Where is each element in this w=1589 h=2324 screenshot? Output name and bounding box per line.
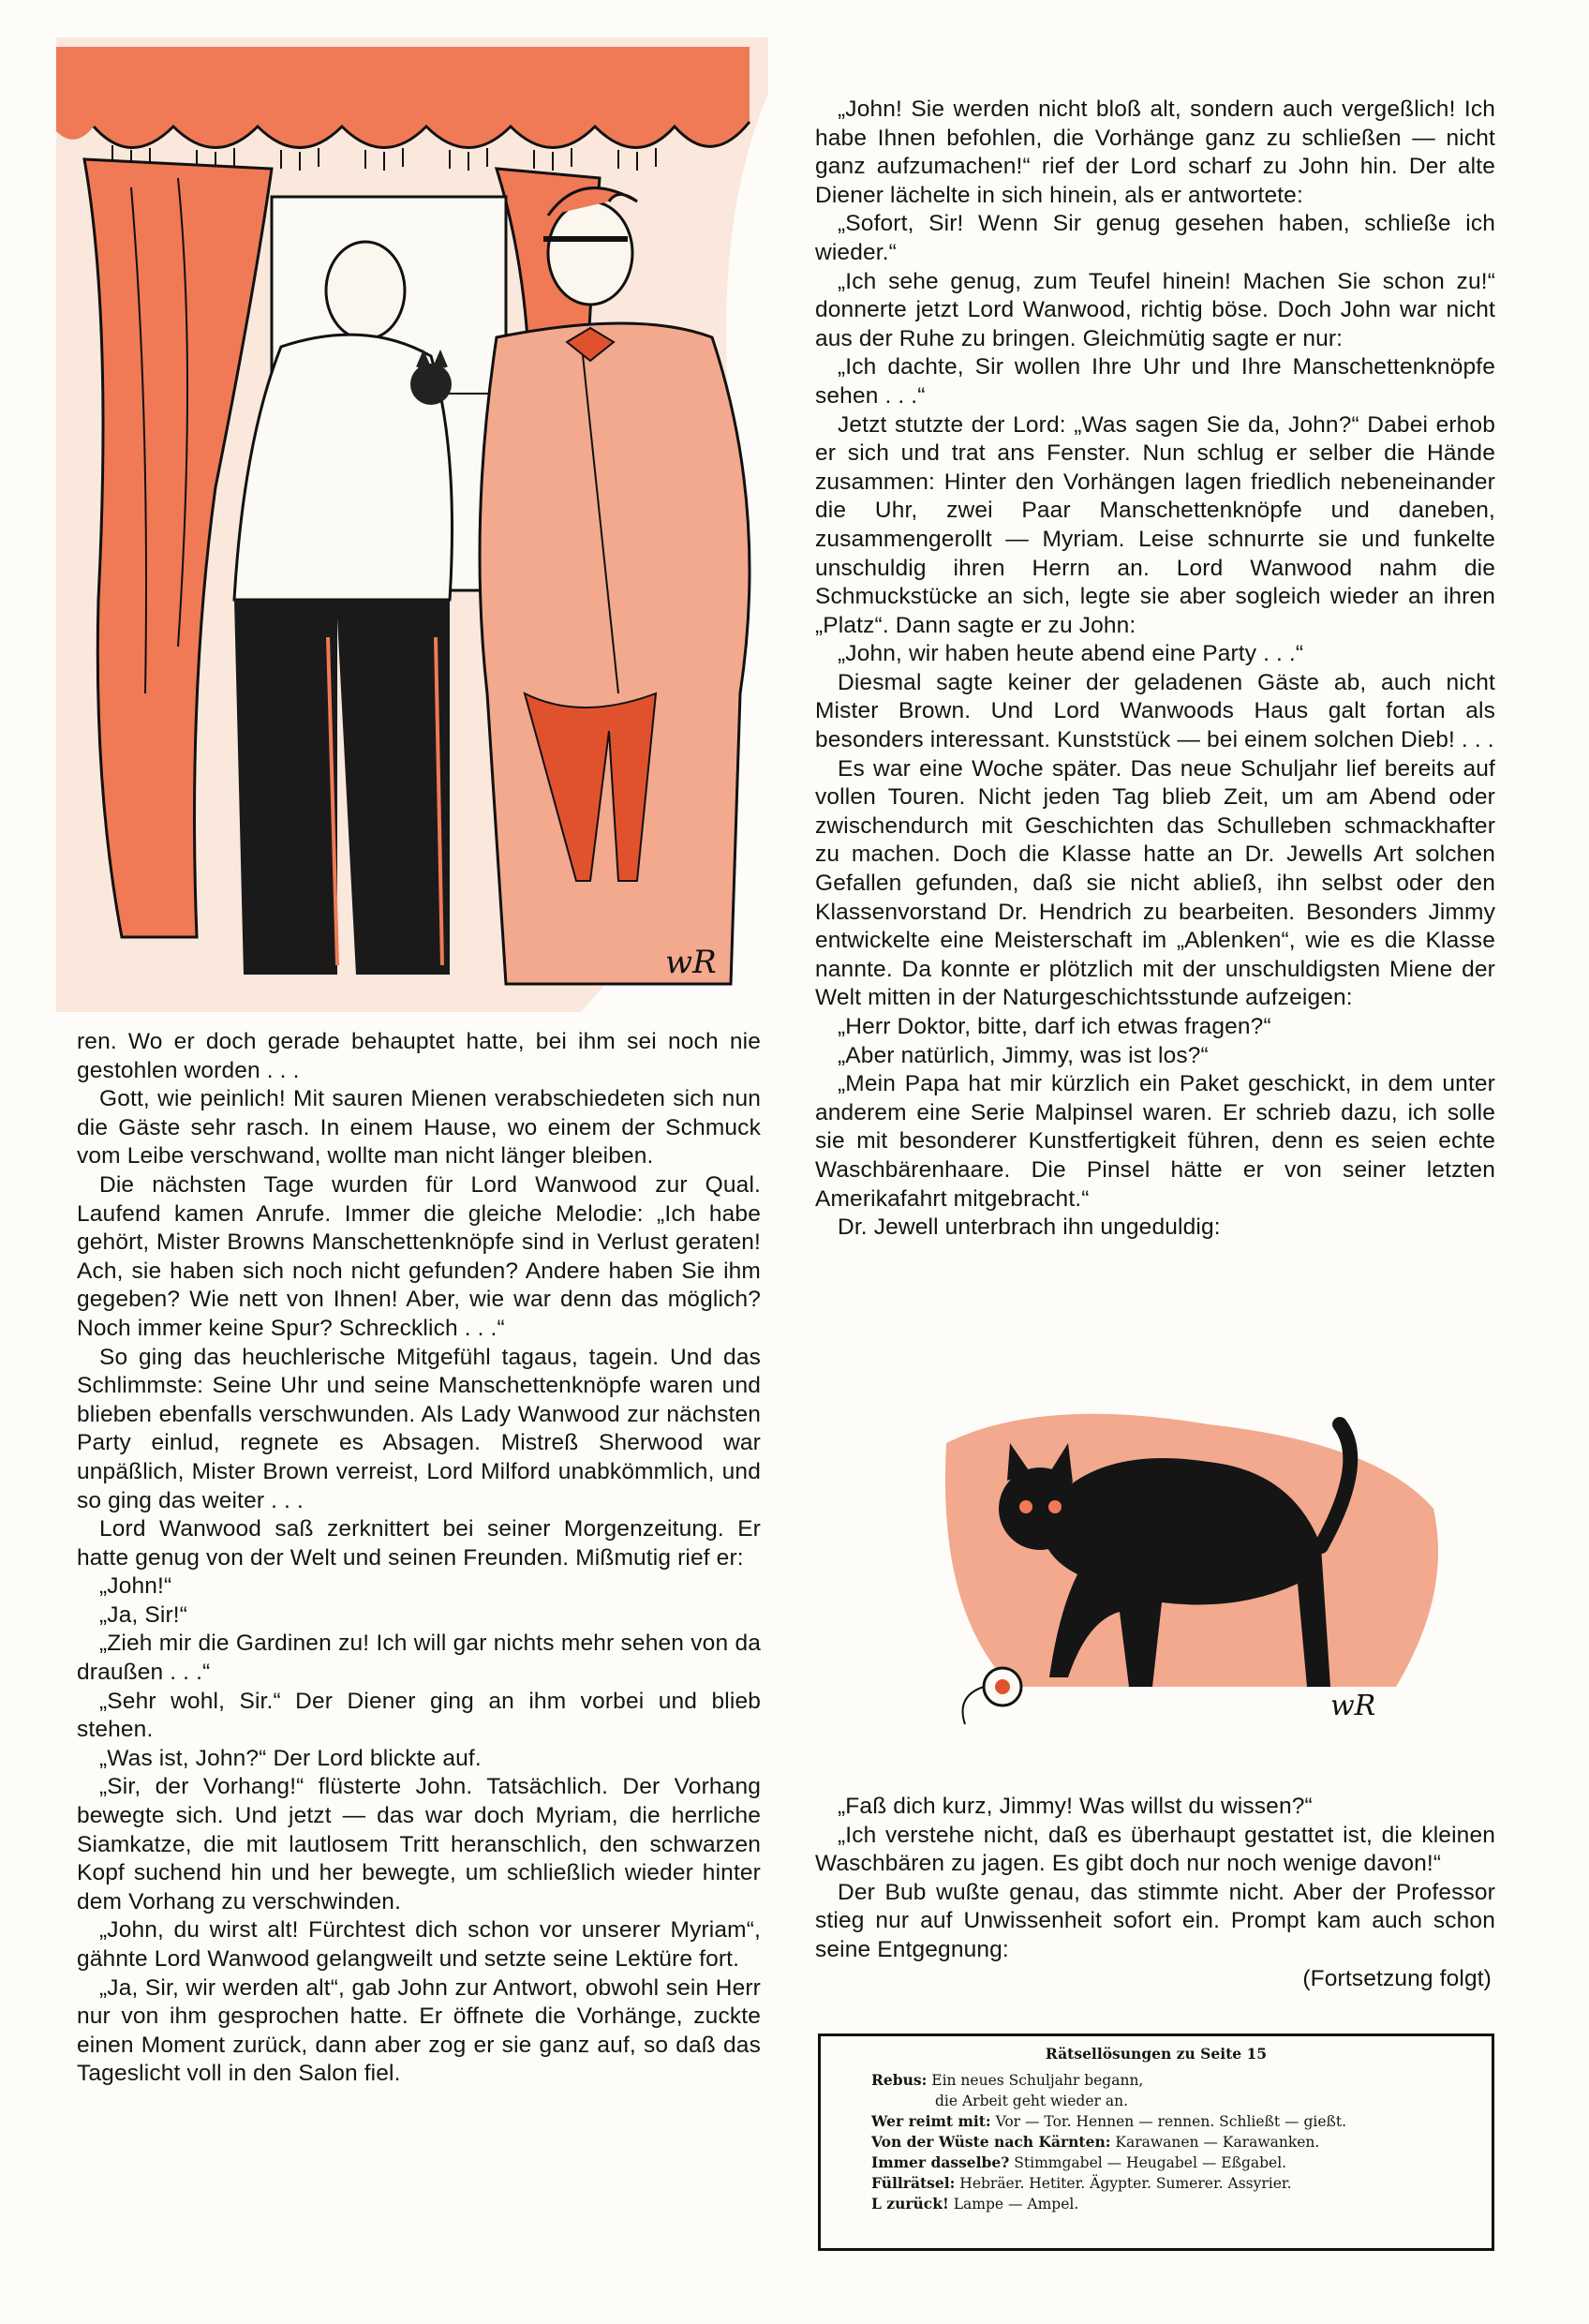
solution-row-continued [871,2091,1478,2111]
paragraph: So ging das heuchlerische Mitgefühl tagaus, tagein. Und das Schlimmste: Seine Uhr und seine Manschettenknöpfe waren und blieben ebenfalls verschwunden. Als Lady Wanwood zur nächsten Party einlud, regnete es Absagen. Mistreß Sherwood war unpäßlich, Mister Brown verreist, Lord Milford unabkömmlich, und so ging das weiter . . . [77,1344,761,1513]
solutions-title: Rätsellösungen zu Seite 15 [1045,2045,1268,2063]
solution-label: Füllrätsel: [871,2174,956,2192]
right-bottom-column-text [815,1793,1495,1993]
paragraph: „Was ist, John?“ Der Lord blickte auf. [99,1745,482,1771]
svg-text:wR: wR [1330,1690,1376,1722]
solution-row [871,2111,1478,2132]
paragraph: „Ja, Sir!“ [99,1601,188,1628]
solution-label: Wer reimt mit: [871,2112,991,2130]
paragraph: „Ich verstehe nicht, daß es überhaupt gestattet ist, die kleinen Waschbären zu jagen. Es gibt doch nur noch wenige davon!“ [815,1822,1495,1877]
solution-row [871,2070,1478,2091]
paragraph: „Sehr wohl, Sir.“ Der Diener ging an ihm vorbei und blieb stehen. [77,1688,761,1743]
paragraph: „John! Sie werden nicht bloß alt, sondern auch vergeßlich! Ich habe Ihnen befohlen, die Vorhänge ganz zu schließen — nicht ganz aufzumachen!“ rief der Lord scharf zu John hin. Der alte Diener lächelte in sich hinein, als er antwortete: [815,97,1495,208]
paragraph: „Mein Papa hat mir kürzlich ein Paket geschickt, in dem unter anderem eine Serie Malpinsel waren. Er schrieb dazu, ich solle sie mit besonderer Kunstfertigkeit führen, denn es seien echte Waschbärenhaare. Die Pinsel hätte er von seiner letzten Amerikafahrt mitgebracht.“ [815,1071,1495,1212]
solution-label: Von der Wüste nach Kärnten: [871,2133,1111,2151]
paragraph: Die nächsten Tage wurden für Lord Wanwood zur Qual. Laufend kamen Anrufe. Immer die gleiche Melodie: „Ich habe gehört, Mister Browns Manschettenknöpfe sind in Verlust geraten! Ach, sie haben sich noch nicht gefunden? Andere haben Sie ihm gegeben? Wie nett von Ihnen! Aber, wie war denn das möglich? Noch immer keine Spur? Schrecklich . . .“ [77,1171,761,1341]
paragraph: „Ich sehe genug, zum Teufel hinein! Machen Sie schon zu!“ donnerte jetzt Lord Wanwood, richtig böse. Doch John war nicht aus der Ruhe zu bringen. Gleichmütig sagte er nur: [815,268,1495,351]
paragraph: Diesmal sagte keiner der geladenen Gäste ab, auch nicht Mister Brown. Und Lord Wanwoods Haus galt fortan als besonders interessant. Kunststück — bei einem solchen Dieb! . . . [815,669,1495,753]
solution-text: Karawanen — Karawanken. [1115,2134,1320,2151]
paragraph: „Ja, Sir, wir werden alt“, gab John zur Antwort, obwohl sein Herr nur von ihm gesprochen hatte. Er öffnete die Vorhänge, zuckte einen Moment zurück, dann aber zog er sie ganz auf, so daß das Tageslicht voll in den Salon fiel. [77,1974,761,2087]
paragraph: „Faß dich kurz, Jimmy! Was willst du wissen?“ [838,1794,1313,1819]
paragraph: Lord Wanwood saß zerknittert bei seiner Morgenzeitung. Er hatte genug von der Welt und seinen Freunden. Mißmutig rief er: [77,1516,761,1571]
solution-text: Ein neues Schuljahr begann, [931,2072,1144,2089]
paragraph: „Sofort, Sir! Wenn Sir genug gesehen haben, schließe ich wieder.“ [815,211,1495,265]
paragraph: Gott, wie peinlich! Mit sauren Mienen verabschiedeten sich nun die Gäste sehr rasch. In einem Hause, wo einem der Schmuck vom Leibe verschwand, wollte man nicht länger bleiben. [77,1086,761,1169]
solution-row [871,2194,1478,2214]
solution-row [871,2132,1478,2153]
solution-row [871,2173,1478,2194]
solution-text: Stimmgabel — Heugabel — Eßgabel. [1014,2154,1287,2171]
puzzle-solutions-box [818,2034,1494,2251]
paragraph: „John, wir haben heute abend eine Party . . .“ [838,641,1304,667]
paragraph: „Sir, der Vorhang!“ flüsterte John. Tatsächlich. Der Vorhang bewegte sich. Und jetzt — das war doch Myriam, die herrliche Siamkatze, die mit lautlosem Tritt heranschlich, den schwarzen Kopf suchend hin und her bewegte, um schließlich wieder hinter dem Vorhang zu verschwinden. [77,1774,761,1914]
paragraph: Dr. Jewell unterbrach ihn ungeduldig: [838,1214,1221,1241]
paragraph: „Ich dachte, Sir wollen Ihre Uhr und Ihre Manschettenknöpfe sehen . . .“ [815,354,1495,409]
paragraph: „John, du wirst alt! Fürchtest dich schon vor unserer Myriam“, gähnte Lord Wanwood gelangweilt und setzte seine Lektüre fort. [77,1917,761,1972]
paragraph: Jetzt stutzte der Lord: „Was sagen Sie da, John?“ Dabei erhob er sich und trat ans Fenster. Nun schlug er selber die Hände zusammen: Hinter den Vorhängen lagen friedlich nebeneinander die Uhr, zwei Paar Manschettenknöpfe und daneben, zusammengerollt — Myriam. Leise schnurrte sie und funkelte unschuldig ihren Herrn an. Lord Wanwood nahm die Schmuckstücke an sich, legte sie aber sogleich wieder an ihren „Platz“. Dann sagte er zu John: [815,411,1495,638]
solution-text: Hebräer. Hetiter. Ägypter. Sumerer. Assyrier. [959,2175,1292,2192]
svg-text:wR: wR [665,944,717,981]
curtain-scene-illustration [56,37,768,1021]
cat-illustration [928,1406,1452,1743]
solution-text: die Arbeit geht wieder an. [935,2093,1129,2109]
left-column-text [77,1028,761,2089]
solution-row [871,2153,1478,2173]
solution-label: L zurück! [871,2195,949,2212]
paragraph: Es war eine Woche später. Das neue Schuljahr lief bereits auf vollen Touren. Nicht jeden Tag blieb Zeit, um am Abend oder zwischendurch mit Geschichten das Schulleben schmackhafter zu machen. Doch die Klasse hatte an Dr. Jewells Art solchen Gefallen gefunden, daß sie nicht abließ, ihn selbst oder den Klassenvorstand Dr. Hendrich zu bearbeiten. Besonders Jimmy entwickelte eine Meisterschaft im „Ablenken“, wie es die Klasse nannte. Da konnte er plötzlich mit der unschuldigsten Miene der Welt mitten in der Naturgeschichtsstunde aufzeigen: [815,755,1495,1011]
solution-text: Lampe — Ampel. [953,2196,1079,2212]
right-top-column-text [815,96,1495,1243]
paragraph: „John!“ [99,1573,172,1600]
solution-label: Rebus: [871,2071,928,2089]
paragraph: „Herr Doktor, bitte, darf ich etwas fragen?“ [838,1014,1271,1039]
paragraph: „Zieh mir die Gardinen zu! Ich will gar nichts mehr sehen von da draußen . . .“ [77,1631,761,1686]
paragraph: „Aber natürlich, Jimmy, was ist los?“ [838,1042,1209,1068]
continuation-note: (Fortsetzung folgt) [1302,1965,1492,1991]
paragraph: ren. Wo er doch gerade behauptet hatte, bei ihm sei noch nie gestohlen worden . . . [77,1029,761,1083]
paragraph: Der Bub wußte genau, das stimmte nicht. Aber der Professor stieg nur auf Unwissenheit sofort ein. Prompt kam auch schon seine Entgegnung: [815,1879,1495,1962]
solution-label: Immer dasselbe? [871,2153,1010,2171]
solution-text: Vor — Tor. Hennen — rennen. Schließt — gießt. [995,2113,1347,2130]
